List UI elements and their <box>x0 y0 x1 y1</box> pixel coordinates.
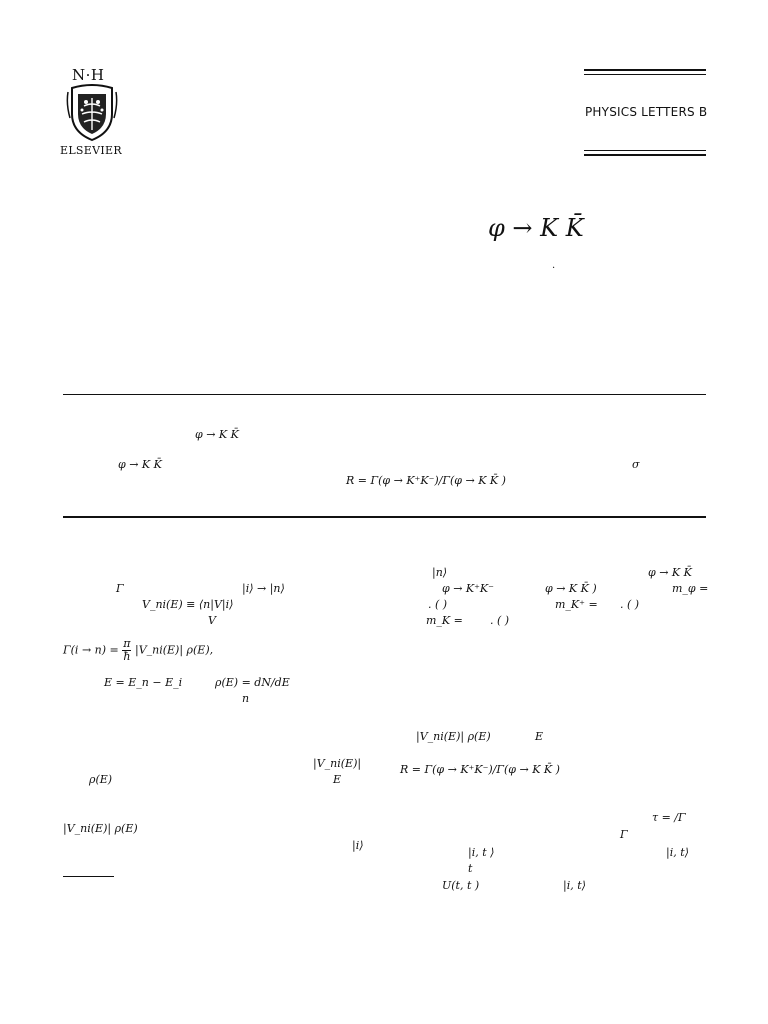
left-vni-rho: |V_ni(E)| ρ(E) <box>63 822 138 835</box>
fraction-numerator: π <box>123 637 131 650</box>
golden-rule-lhs: Γ(i → n) = <box>63 643 119 657</box>
right-ket-n: |n⟩ <box>432 566 448 579</box>
abstract-bottom-rule <box>63 516 706 518</box>
publisher-name: ELSEVIER <box>60 144 122 157</box>
golden-rule-equation <box>63 638 213 663</box>
right-ket-it: |i, t⟩ <box>666 846 689 859</box>
abstract-ratio: R = Γ(φ → K⁺K⁻)/Γ(φ → K K̄ ) <box>346 474 506 487</box>
left-vni-abs: |V_ni(E)| <box>313 757 362 770</box>
golden-rule-rhs: |V_ni(E)| ρ(E), <box>134 643 214 657</box>
left-transition: |i⟩ → |n⟩ <box>242 582 285 595</box>
energy-definition: E = E_n − E_i <box>104 676 183 689</box>
right-phi-kk: φ → K K̄ <box>648 566 692 579</box>
logo-monogram: N·H <box>72 66 105 84</box>
journal-name: PHYSICS LETTERS B <box>585 105 708 119</box>
abstract-formula-1: φ → K K̄ <box>195 428 239 441</box>
title-dot: . <box>552 260 556 271</box>
right-tau: τ = /Γ <box>652 811 686 824</box>
title-formula: φ → K K̄ <box>488 214 584 242</box>
left-gamma: Γ <box>116 582 124 595</box>
golden-rule-fraction <box>122 638 131 663</box>
right-ket-it0: |i, t ⟩ <box>468 846 495 859</box>
left-matrix-element: V_ni(E) ≡ ⟨n|V|i⟩ <box>142 598 234 611</box>
left-rho-E: ρ(E) <box>89 773 113 786</box>
right-mass-row1a: . ( ) <box>428 598 448 611</box>
right-m-k0: m_K = <box>426 614 463 627</box>
density-definition: ρ(E) = dN/dE <box>215 676 290 689</box>
journal-bottom-rule-1 <box>584 150 706 151</box>
footnote-rule <box>63 876 114 877</box>
right-mass-row1b: . ( ) <box>620 598 640 611</box>
right-mass-row2: . ( ) <box>490 614 510 627</box>
elsevier-tree-emblem-icon <box>66 84 118 142</box>
abstract-formula-2: φ → K K̄ <box>118 458 162 471</box>
right-vni-rho: |V_ni(E)| ρ(E) <box>416 730 491 743</box>
right-E-label: E <box>535 730 544 743</box>
abstract-sigma: σ <box>632 458 640 471</box>
right-m-kplus: m_K⁺ = <box>555 598 598 611</box>
right-ratio: R = Γ(φ → K⁺K⁻)/Γ(φ → K K̄ ) <box>400 763 560 776</box>
left-n-label: n <box>242 692 250 705</box>
right-decay-neutral: φ → K K̄ ) <box>545 582 597 595</box>
right-U-op: U(t, t ) <box>442 879 480 892</box>
publisher-logo <box>62 66 122 158</box>
left-V: V <box>208 614 216 627</box>
right-ket-it2: |i, t⟩ <box>563 879 586 892</box>
right-t-label: t <box>468 862 473 875</box>
journal-top-rule-1 <box>584 69 706 71</box>
abstract-top-rule <box>63 394 706 395</box>
journal-bottom-rule-2 <box>584 154 706 156</box>
left-E-label: E <box>333 773 342 786</box>
right-decay-charged: φ → K⁺K⁻ <box>442 582 494 595</box>
right-m-phi: m_φ = <box>672 582 709 595</box>
fraction-denominator: ħ <box>123 650 131 663</box>
left-ket-i: |i⟩ <box>352 839 364 852</box>
journal-top-rule-2 <box>584 74 706 75</box>
right-gamma: Γ <box>620 828 628 841</box>
